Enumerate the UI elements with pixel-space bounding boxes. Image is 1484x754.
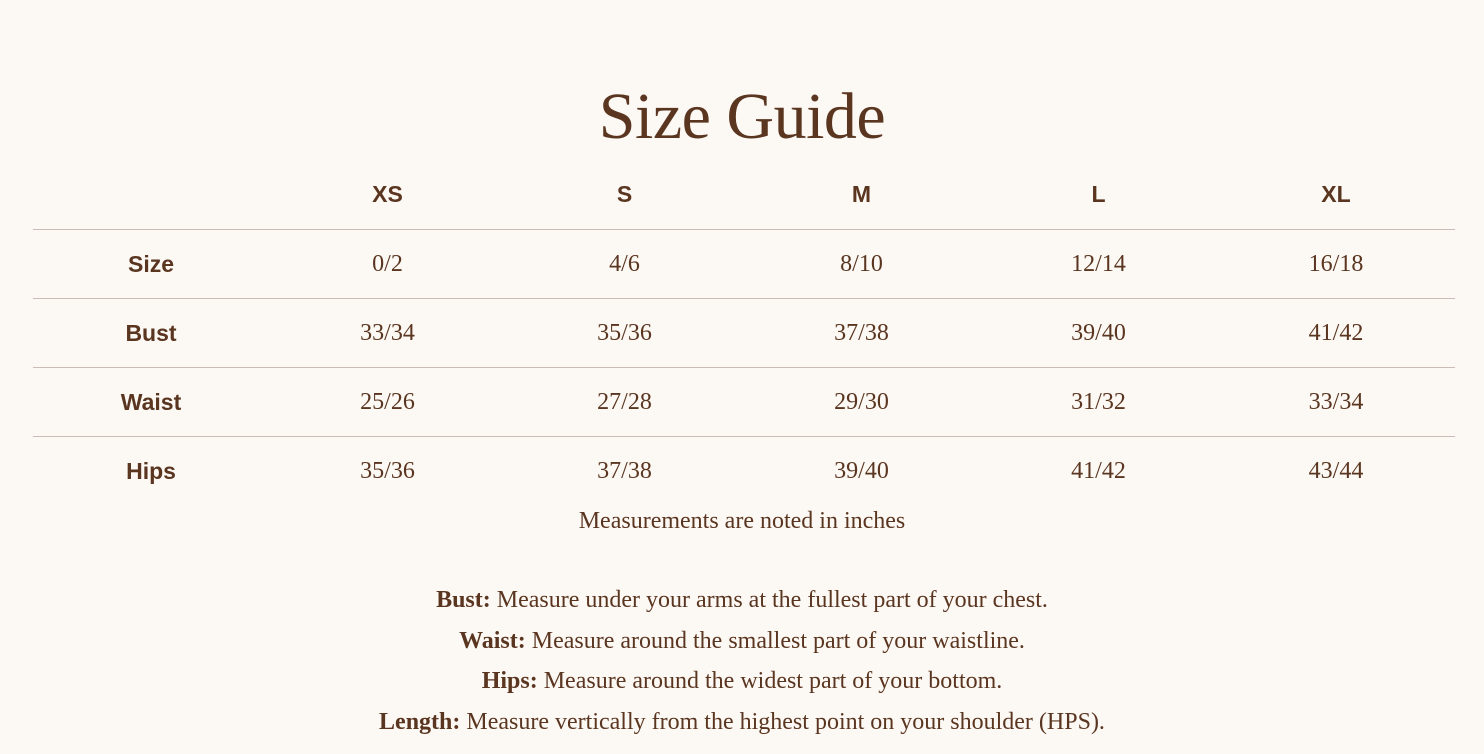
table-cell: 35/36 xyxy=(597,319,652,346)
header-m: M xyxy=(851,181,872,207)
definition-text: Measure around the smallest part of your waistline. xyxy=(525,627,1025,654)
table-row-size xyxy=(33,230,1455,299)
table-cell: 41/42 xyxy=(1071,458,1126,484)
header-xs: XS xyxy=(372,181,403,207)
definition-length xyxy=(0,702,1484,743)
definition-term: Waist: xyxy=(459,627,526,654)
definition-term: Hips: xyxy=(481,668,538,694)
table-cell: 27/28 xyxy=(597,388,652,415)
size-table xyxy=(33,160,1455,506)
definition-bust xyxy=(0,580,1484,621)
definition-waist xyxy=(0,621,1484,662)
definition-term: Bust: xyxy=(436,587,491,613)
definition-text: Measure vertically from the highest point on your shoulder (HPS). xyxy=(460,708,1105,735)
table-row-waist xyxy=(33,368,1455,437)
table-cell: 33/34 xyxy=(1308,388,1364,415)
table-cell: 0/2 xyxy=(372,250,403,277)
table-cell: 4/6 xyxy=(609,250,640,277)
table-cell: 12/14 xyxy=(1071,250,1126,277)
row-label-waist: Waist xyxy=(120,388,182,415)
definition-text: Measure around the widest part of your bottom. xyxy=(537,668,1003,694)
header-l: L xyxy=(1091,181,1106,207)
definition-term: Length: xyxy=(379,708,461,735)
row-label-hips: Hips xyxy=(126,458,176,484)
table-cell: 31/32 xyxy=(1071,388,1126,415)
definition-hips xyxy=(0,661,1484,702)
row-label-size: Size xyxy=(127,250,175,277)
table-cell: 8/10 xyxy=(840,250,883,277)
table-cell: 37/38 xyxy=(597,458,652,484)
table-row-bust xyxy=(33,299,1455,368)
table-header-row xyxy=(33,160,1455,230)
header-s: S xyxy=(616,181,633,207)
page-title: Size Guide xyxy=(598,80,886,154)
table-cell: 39/40 xyxy=(834,458,889,484)
table-cell: 25/26 xyxy=(360,388,415,415)
measurement-note: Measurements are noted in inches xyxy=(578,508,906,534)
table-cell: 41/42 xyxy=(1308,319,1364,346)
table-row-hips xyxy=(33,437,1455,506)
table-cell: 29/30 xyxy=(834,388,889,415)
table-cell: 16/18 xyxy=(1308,250,1364,277)
table-cell: 33/34 xyxy=(360,319,415,346)
table-cell: 39/40 xyxy=(1071,319,1126,346)
definition-text: Measure under your arms at the fullest part of your chest. xyxy=(490,587,1048,613)
row-label-bust: Bust xyxy=(125,319,177,346)
table-cell: 43/44 xyxy=(1308,458,1364,484)
table-cell: 35/36 xyxy=(360,458,415,484)
table-cell: 37/38 xyxy=(834,319,889,346)
header-xl: XL xyxy=(1321,181,1351,207)
measurement-definitions xyxy=(0,580,1484,742)
